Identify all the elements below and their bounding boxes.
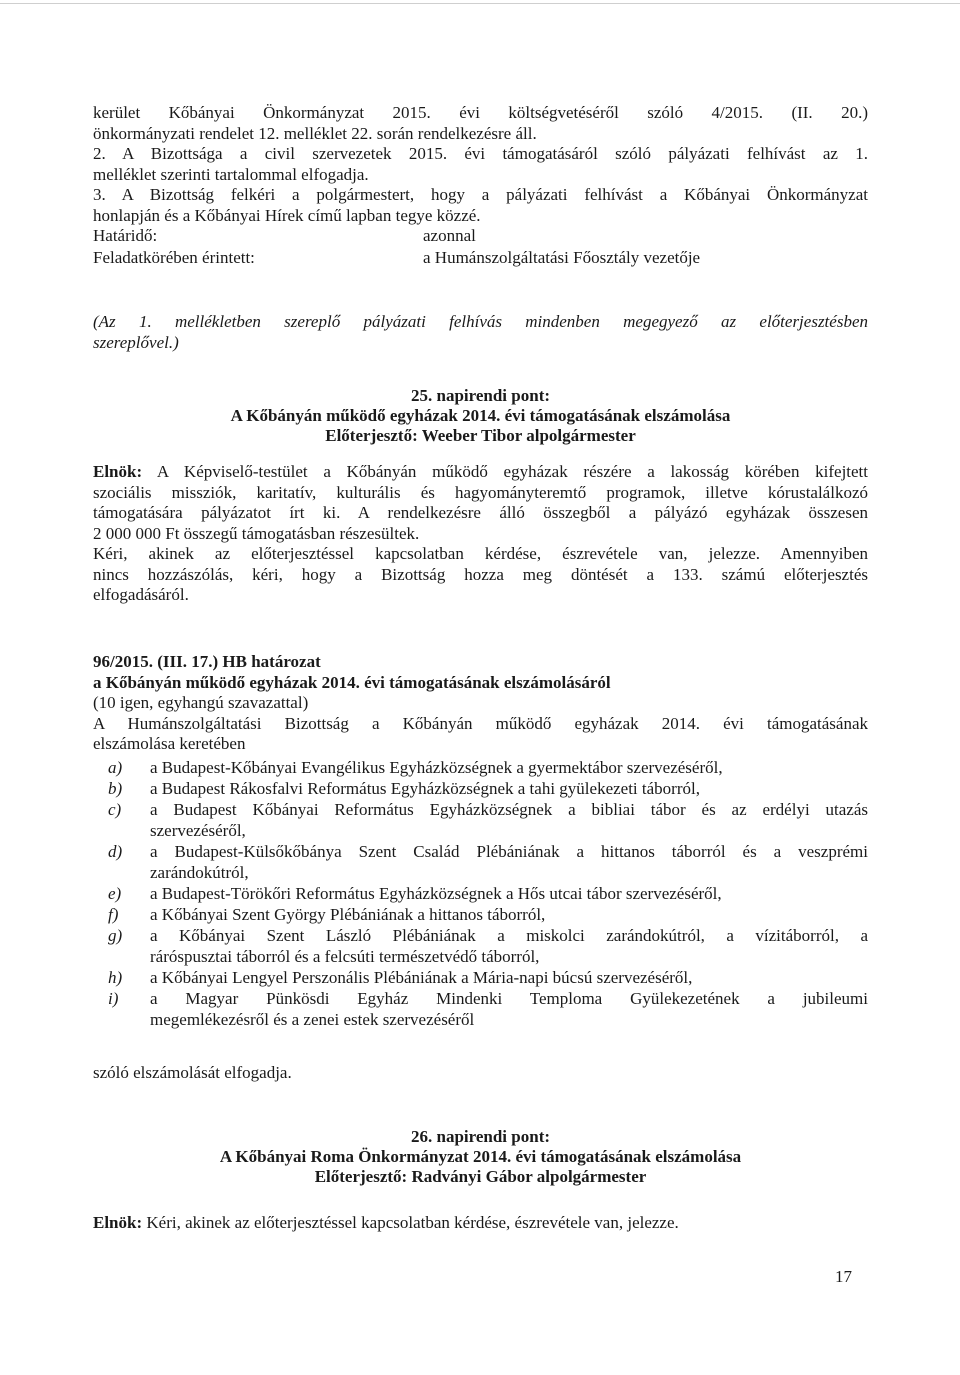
resolution-item-label: h) [108, 968, 123, 987]
resolution-item [93, 757, 868, 778]
agenda-26-presenter: Előterjesztő: Radványi Gábor alpolgármester [314, 1167, 647, 1186]
annex-note [93, 312, 868, 353]
resolution-item-label: g) [108, 926, 123, 945]
resolution-item [93, 988, 868, 1030]
deadline-value: azonnal [423, 226, 476, 245]
resolution-item [93, 799, 868, 841]
chair-25-line-6: nincs hozzászólás, kéri, hogy a Bizottság hozza meg döntését a 133. számú előterjesztés [93, 564, 868, 584]
chair-25-line-3: támogatására pályázatot írt ki. A rendelkezésre álló összegből a pályázó egyházak összesen [93, 503, 868, 522]
resolution-item [93, 778, 868, 799]
annex-note-line-2: szereplővel.) [93, 332, 179, 352]
resolution-item [93, 967, 868, 988]
resolution-item-label: f) [108, 905, 119, 924]
resolution-item-line: zarándokútról, [150, 863, 249, 882]
responsible-value: a Humánszolgáltatási Főosztály vezetője [423, 248, 701, 267]
chair-26-paragraph [93, 1213, 868, 1234]
agenda-25-title: A Kőbányán működő egyházak 2014. évi támogatásának elszámolása [230, 406, 731, 425]
chair-25-line-7: elfogadásáról. [93, 585, 189, 604]
resolution-number: 96/2015. (III. 17.) HB határozat [93, 652, 321, 671]
chair-25-line-1 [93, 462, 868, 483]
resolution-closing-text: szóló elszámolását elfogadja. [93, 1063, 292, 1082]
resolution-item-line: a Kőbányai Szent László Plébániának a miskolci zarándokútról, a vízitáborról, a [150, 926, 868, 945]
resolution-item-line: a Budapest Kőbányai Református Egyházközségnek a bibliai tábor és az erdélyi utazás [150, 800, 868, 819]
page-edge-line [0, 3, 960, 4]
item-2-line-1: 2. A Bizottsága a civil szervezetek 2015. évi támogatásáról szóló pályázati felhívást az 1. [93, 144, 868, 163]
agenda-25-heading [93, 386, 868, 446]
resolution-item [93, 883, 868, 904]
resolution-item-label: a) [108, 758, 123, 777]
resolution-body-line-1: A Humánszolgáltatási Bizottság a Kőbányán működő egyházak 2014. évi támogatásának [93, 713, 868, 733]
resolution-item-line: a Magyar Pünkösdi Egyház Mindenki Temploma Gyülekezetének a jubileumi [150, 989, 868, 1008]
resolution-item-list [93, 757, 868, 1030]
resolution-item-line: a Kőbányai Szent György Plébániának a hittanos táborról, [150, 905, 546, 924]
resolution-item [93, 904, 868, 925]
page-number: 17 [835, 1267, 852, 1286]
chair-25-line-4: 2 000 000 Ft összegű támogatásban részesültek. [93, 523, 420, 543]
resolution-item-line: szervezéséről, [150, 821, 246, 840]
resolution-item-label: b) [108, 779, 123, 798]
resolution-item-label: i) [108, 989, 119, 1008]
chair-26-line [93, 1213, 868, 1234]
annex-note-line-1: (Az 1. mellékletben szereplő pályázati felhívás mindenben megegyező az előterjesztésben [93, 312, 868, 331]
resolution-item-line: a Budapest-Törökőri Református Egyházközségnek a Hős utcai tábor szervezéséről, [150, 884, 722, 903]
resolution-item-label: c) [108, 800, 122, 819]
resolution-vote: (10 igen, egyhangú szavazattal) [93, 693, 309, 712]
resolution-item-line: megemlékezésről és a zenei estek szervezéséről [150, 1010, 475, 1029]
deadline-label: Határidő: [93, 226, 158, 245]
resolution-title: a Kőbányán működő egyházak 2014. évi támogatásának elszámolásáról [93, 672, 611, 692]
agenda-26-number: 26. napirendi pont: [410, 1127, 551, 1146]
resolution-item-label: e) [108, 884, 122, 903]
chair-26-label: Elnök: [93, 1213, 143, 1232]
resolution-item-line: a Budapest-Külsőkőbánya Szent Család Plébániának a hittanos táborról és a veszprémi [150, 842, 868, 861]
item-3-line-1: 3. A Bizottság felkéri a polgármestert, hogy a pályázati felhívást a Kőbányai Önkormányzat [93, 185, 868, 204]
resolution-item-label: d) [108, 842, 123, 861]
resolution-item-line: ráróspusztai táborról és a felcsúti természetvédő táborról, [150, 947, 540, 966]
chair-25-line-5: Kéri, akinek az előterjesztéssel kapcsolatban kérdése, észrevétele van, jelezze. Amennyiben [93, 544, 868, 563]
intro-line-2: önkormányzati rendelet 12. melléklet 22. során rendelkezésre áll. [93, 123, 537, 143]
agenda-26-heading [93, 1127, 868, 1187]
agenda-26-title: A Kőbányai Roma Önkormányzat 2014. évi támogatásának elszámolása [219, 1147, 742, 1166]
resolution-item [93, 841, 868, 883]
responsible-row [93, 248, 868, 270]
resolution-item-line: a Budapest Rákosfalvi Református Egyházközségnek a tahi gyülekezeti táborról, [150, 779, 700, 798]
item-3-line-2: honlapján és a Kőbányai Hírek című lapban tegye közzé. [93, 205, 481, 225]
deadline-row [93, 226, 868, 248]
resolution-body-line-2: elszámolása keretében [93, 734, 246, 753]
intro-line-1: kerület Kőbányai Önkormányzat 2015. évi költségvetéséről szóló 4/2015. (II. 20.) [93, 103, 868, 122]
resolution-closing [93, 1063, 868, 1084]
intro-section [93, 103, 868, 270]
agenda-25-presenter: Előterjesztő: Weeber Tibor alpolgármester [325, 426, 636, 445]
chair-25-label: Elnök: [93, 462, 143, 481]
chair-25-paragraph [93, 462, 868, 606]
item-2-line-2: melléklet szerinti tartalommal elfogadja. [93, 164, 369, 184]
resolution-item-line: a Budapest-Kőbányai Evangélikus Egyházközségnek a gyermektábor szervezéséről, [150, 758, 723, 777]
chair-26-text: Kéri, akinek az előterjesztéssel kapcsolatban kérdése, észrevétele van, jelezze. [146, 1213, 679, 1232]
chair-25-line-1-text: A Képviselő-testület a Kőbányán működő egyházak részére a lakosság körében kifejtett [156, 462, 869, 481]
agenda-25-number: 25. napirendi pont: [410, 386, 551, 405]
responsible-label: Feladatkörében érintett: [93, 248, 255, 267]
chair-25-line-2: szociális missziók, karitatív, kulturális és hagyományteremtő programok, illetve kórustalálkozó [93, 482, 868, 502]
resolution-header [93, 652, 868, 755]
resolution-item-line: a Kőbányai Lengyel Perszonális Plébániának a Mária-napi búcsú szervezéséről, [150, 968, 693, 987]
resolution-item [93, 925, 868, 967]
